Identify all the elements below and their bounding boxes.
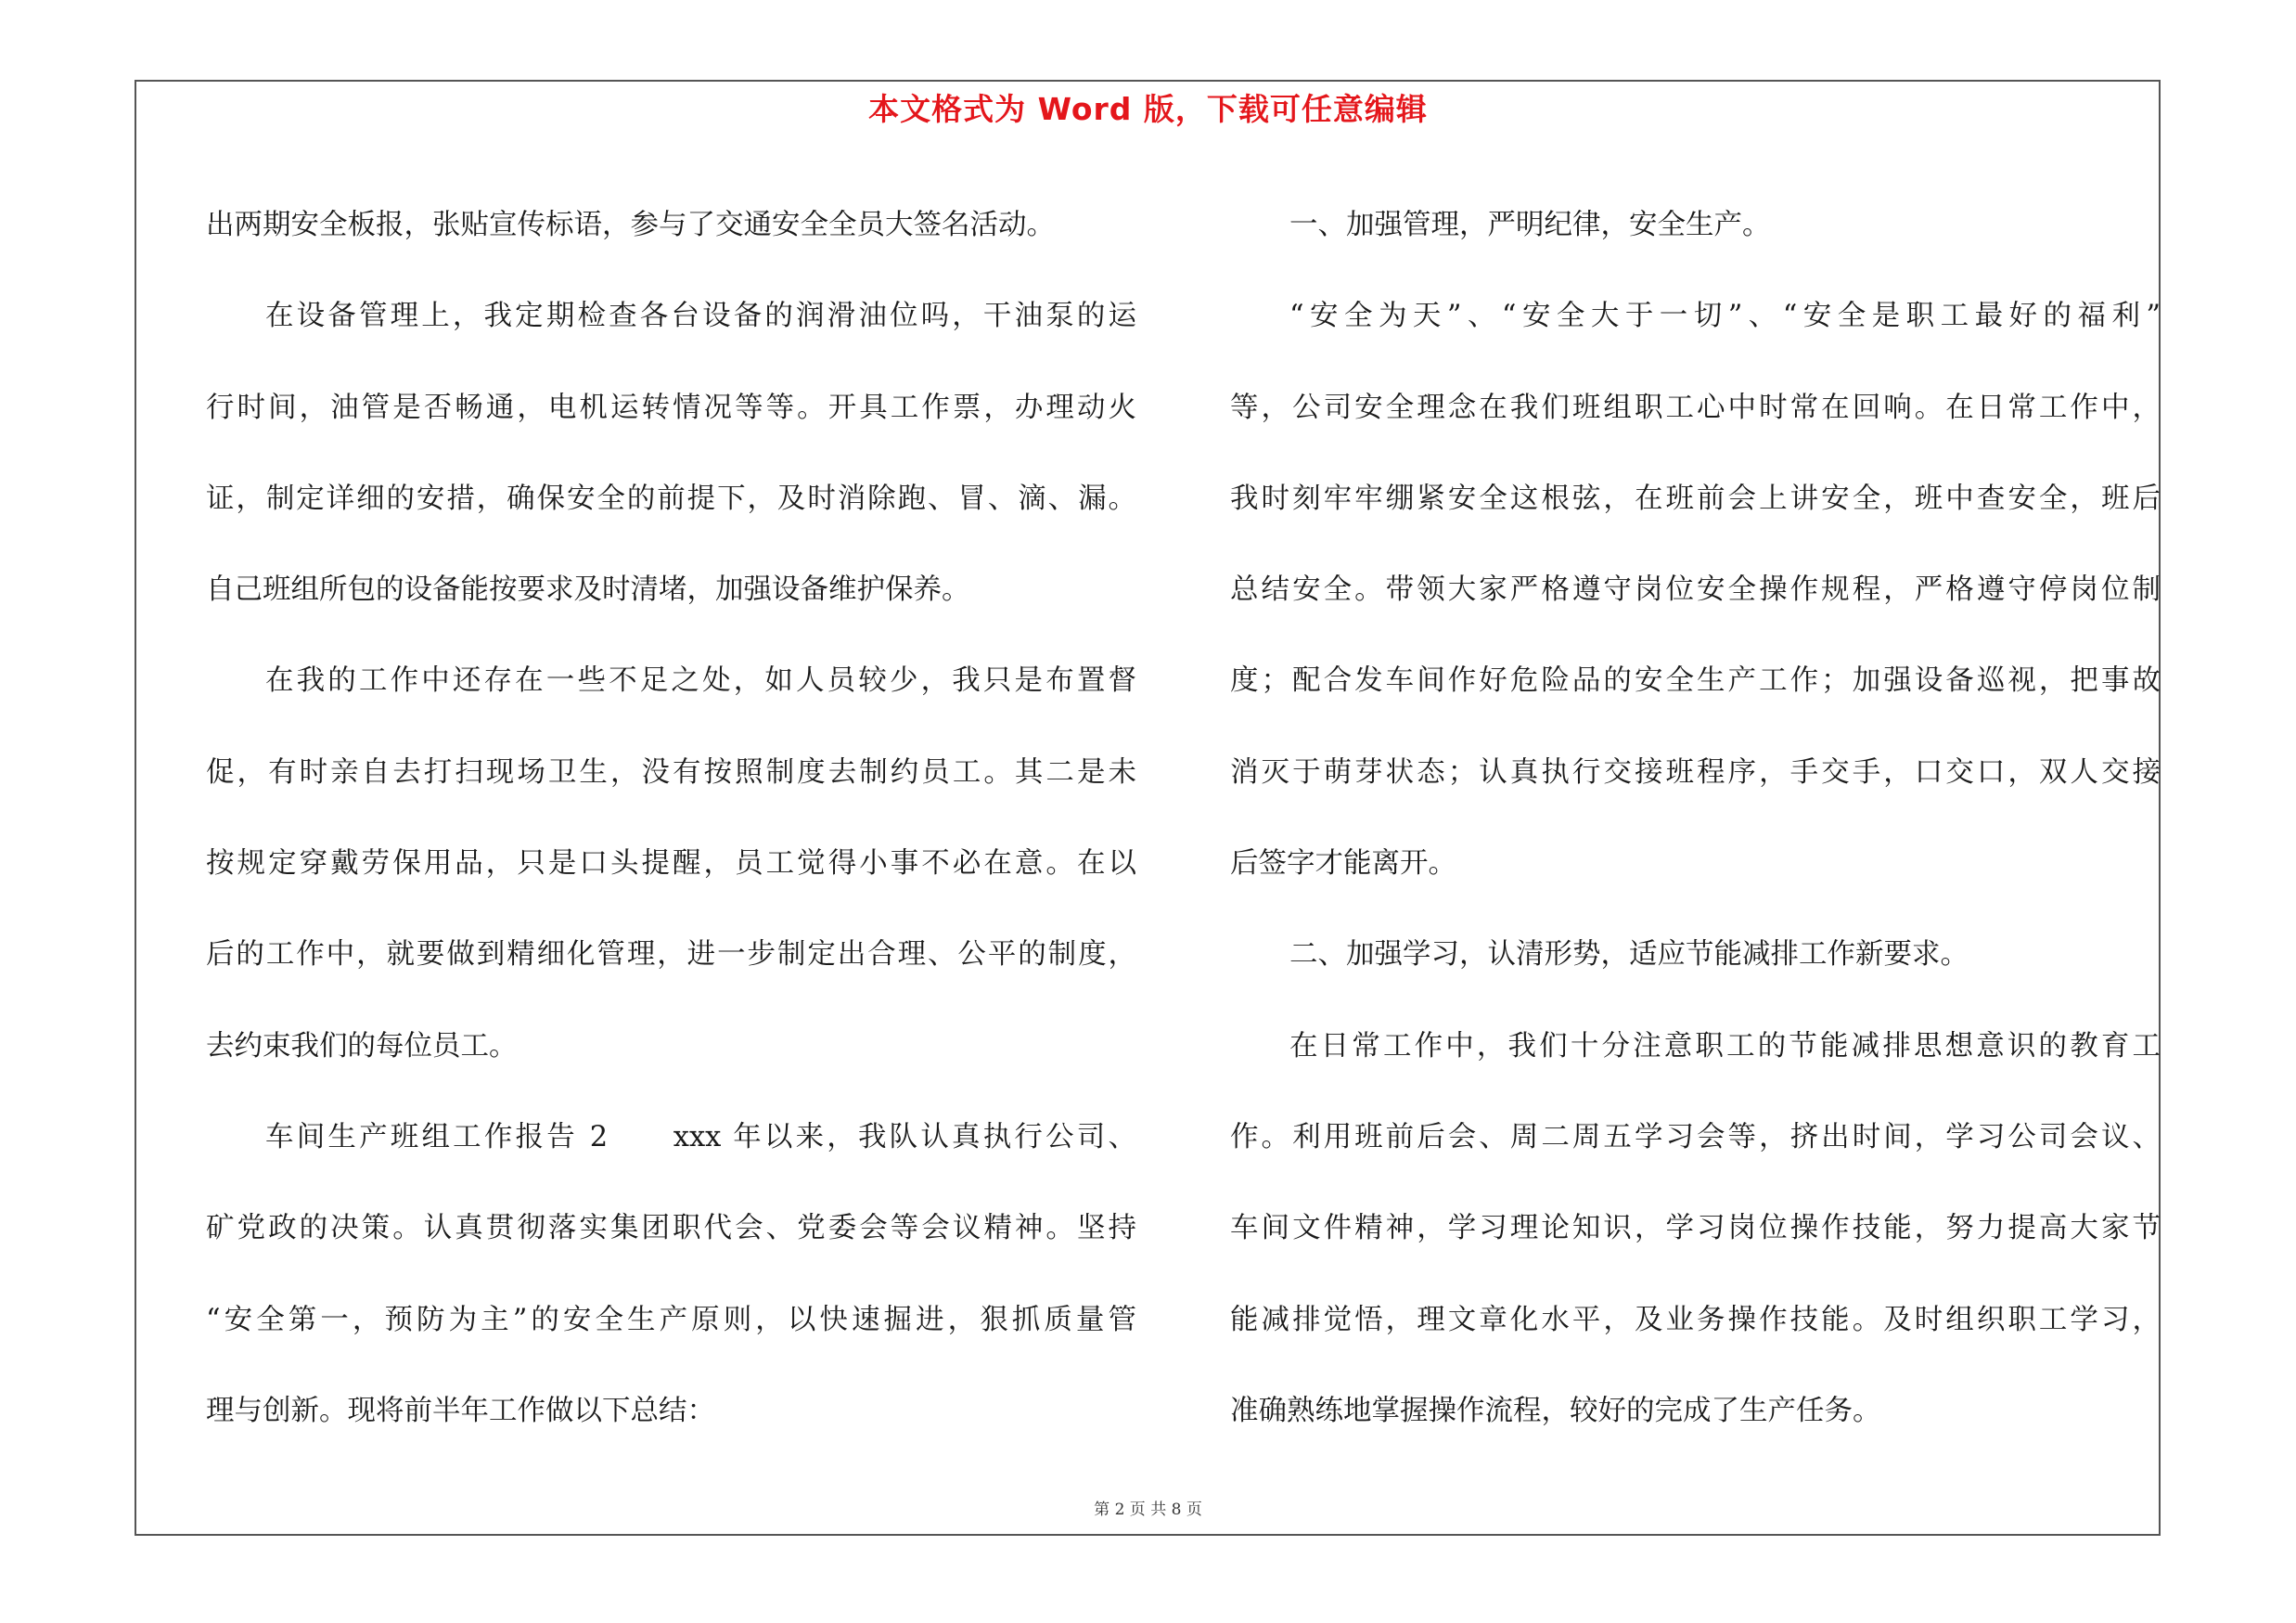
text-line: 行时间，油管是否畅通，电机运转情况等等。开具工作票，办理动火 (206, 391, 1136, 424)
text-line: 证，制定详细的安措，确保安全的前提下，及时消除跑、冒、滴、漏。 (206, 482, 1136, 515)
text-line: 车间文件精神，学习理论知识，学习岗位操作技能，努力提高大家节 (1230, 1212, 2161, 1245)
page-number-footer: 第 2 页 共 8 页 (1094, 1501, 1202, 1519)
text-line: “安全为天”、“安全大于一切”、“安全是职工最好的福利” (1289, 300, 2161, 333)
text-line: 自己班组所包的设备能按要求及时清堵，加强设备维护保养。 (206, 573, 970, 607)
text-line: 理与创新。现将前半年工作做以下总结： (206, 1394, 715, 1427)
word-format-banner: 本文格式为 Word 版，下载可任意编辑 (868, 91, 1428, 127)
text-line: 能减排觉悟，理文章化水平，及业务操作技能。及时组织职工学习， (1230, 1303, 2161, 1336)
text-line: 在我的工作中还存在一些不足之处，如人员较少，我只是布置督 (265, 664, 1136, 698)
text-line: 在日常工作中，我们十分注意职工的节能减排思想意识的教育工 (1289, 1029, 2161, 1063)
text-line: 等，公司安全理念在我们班组职工心中时常在回响。在日常工作中， (1230, 391, 2161, 424)
text-line: 促，有时亲自去打扫现场卫生，没有按照制度去制约员工。其二是未 (206, 755, 1136, 789)
text-line: 度；配合发车间作好危险品的安全生产工作；加强设备巡视，把事故 (1230, 664, 2161, 698)
left-column (206, 180, 1136, 1457)
text-line: 总结安全。带领大家严格遵守岗位安全操作规程，严格遵守停岗位制 (1230, 573, 2161, 607)
text-line: 矿党政的决策。认真贯彻落实集团职代会、党委会等会议精神。坚持 (206, 1212, 1136, 1245)
text-line: 消灭于萌芽状态；认真执行交接班程序，手交手，口交口，双人交接 (1230, 755, 2161, 789)
text-line: 后的工作中，就要做到精细化管理，进一步制定出合理、公平的制度， (206, 938, 1136, 972)
text-line: 二、加强学习，认清形势，适应节能减排工作新要求。 (1289, 938, 1969, 972)
text-line: 一、加强管理，严明纪律，安全生产。 (1289, 209, 1771, 241)
text-line: 出两期安全板报，张贴宣传标语，参与了交通安全全员大签名活动。 (206, 209, 1055, 241)
text-line: 作。利用班前后会、周二周五学习会等，挤出时间，学习公司会议、 (1230, 1120, 2161, 1153)
text-line: 后签字才能离开。 (1230, 847, 1456, 881)
text-line: 按规定穿戴劳保用品，只是口头提醒，员工觉得小事不必在意。在以 (206, 847, 1136, 881)
text-line: 去约束我们的每位员工。 (206, 1029, 518, 1063)
text-line: 车间生产班组工作报告 2 xxx 年以来，我队认真执行公司、 (265, 1120, 1136, 1153)
text-line: “安全第一，预防为主”的安全生产原则，以快速掘进，狠抓质量管 (206, 1303, 1136, 1336)
right-column (1230, 180, 2161, 1457)
text-line: 在设备管理上，我定期检查各台设备的润滑油位吗，干油泵的运 (265, 300, 1136, 333)
text-line: 准确熟练地掌握操作流程，较好的完成了生产任务。 (1230, 1394, 1881, 1427)
text-line: 我时刻牢牢绷紧安全这根弦，在班前会上讲安全，班中查安全，班后 (1230, 482, 2161, 515)
